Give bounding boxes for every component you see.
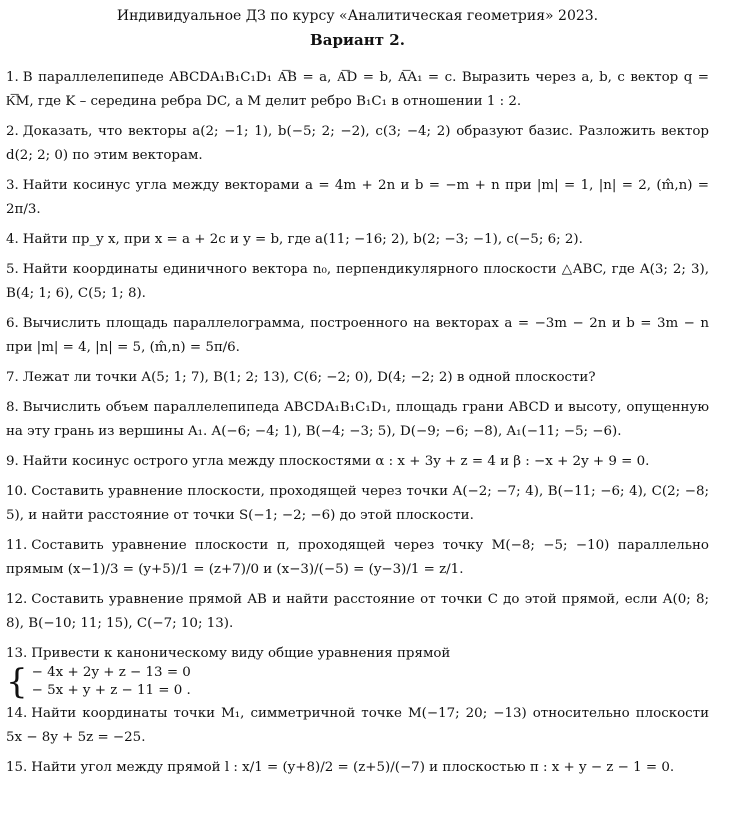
problem-text: Составить уравнение плоскости π, проходящей через точку M(−8; −5; −10) параллельно прямым (x−1)/3 = (y+5)/1 = (z+7)/0 и (x−3)/(−5) = (y−3)/1 = z/1. <box>6 538 709 577</box>
problem-4 <box>6 228 709 252</box>
problem-text: Составить уравнение прямой AB и найти расстояние от точки C до этой прямой, если A(0; 8; 8), B(−10; 11; 15), C(−7; 10; 13). <box>6 592 709 631</box>
problem-number: 3. <box>6 178 19 193</box>
problem-number: 8. <box>6 400 19 415</box>
system-equation-1: − 4x + 2y + z − 13 = 0 <box>31 665 191 680</box>
problem-1 <box>6 66 709 114</box>
problem-2 <box>6 120 709 168</box>
problem-number: 1. <box>6 70 19 85</box>
problem-number: 5. <box>6 262 19 277</box>
problem-number: 7. <box>6 370 19 385</box>
problem-list <box>6 66 709 780</box>
problem-14 <box>6 702 709 750</box>
problem-text: Вычислить площадь параллелограмма, построенного на векторах a = −3m − 2n и b = 3m − n при |m| = 4, |n| = 5, (m̂,n) = 5π/6. <box>6 316 709 355</box>
problem-number: 10. <box>6 484 28 499</box>
problem-text: Найти косинус острого угла между плоскостями α : x + 3y + z = 4 и β : −x + 2y + 9 = 0. <box>22 454 650 469</box>
problem-text: Привести к каноническому виду общие уравнения прямой <box>31 646 451 661</box>
problem-number: 2. <box>6 124 19 139</box>
problem-12 <box>6 588 709 636</box>
problem-number: 11. <box>6 538 28 553</box>
problem-8 <box>6 396 709 444</box>
problem-13 <box>6 642 709 700</box>
problem-15 <box>6 756 709 780</box>
problem-6 <box>6 312 709 360</box>
problem-number: 12. <box>6 592 28 607</box>
left-brace: { <box>6 662 28 702</box>
problem-number: 15. <box>6 760 28 775</box>
problem-text: Найти координаты единичного вектора n₀, перпендикулярного плоскости △ABC, где A(3; 2; 3), B(4; 1; 6), C(5; 1; 8). <box>6 262 709 301</box>
system-equation-2: − 5x + y + z − 11 = 0 . <box>31 683 191 698</box>
equation-system <box>6 664 709 700</box>
problem-9 <box>6 450 709 474</box>
problem-text: Доказать, что векторы a(2; −1; 1), b(−5; 2; −2), c(3; −4; 2) образуют базис. Разложить вектор d(2; 2; 0) по этим векторам. <box>6 124 709 163</box>
problem-number: 14. <box>6 706 28 721</box>
problem-text: Составить уравнение плоскости, проходящей через точки A(−2; −7; 4), B(−11; −6; 4), C(2; −8; 5), и найти расстояние от точки S(−1; −2; −6) до этой плоскости. <box>6 484 709 523</box>
course-header: Индивидуальное ДЗ по курсу «Аналитическая геометрия» 2023. <box>116 8 599 24</box>
problem-10 <box>6 480 709 528</box>
problem-text: Лежат ли точки A(5; 1; 7), B(1; 2; 13), C(6; −2; 0), D(4; −2; 2) в одной плоскости? <box>22 370 596 385</box>
problem-7 <box>6 366 709 390</box>
problem-number: 4. <box>6 232 19 247</box>
problem-text: Найти пр_y x, при x = a + 2c и y = b, где a(11; −16; 2), b(2; −3; −1), c(−5; 6; 2). <box>22 232 583 247</box>
variant-title: Вариант 2. <box>310 31 405 49</box>
problem-text: Найти угол между прямой l : x/1 = (y+8)/2 = (z+5)/(−7) и плоскостью π : x + y − z − 1 = 0. <box>31 760 675 775</box>
problem-text: В параллелепипеде ABCDA₁B₁C₁D₁ A͞B = a, A͞D = b, A͞A₁ = c. Выразить через a, b, c вектор q = K͞M, где K – середина ребра DC, а M делит ребро B₁C₁ в отношении 1 : 2. <box>6 70 709 109</box>
problem-number: 6. <box>6 316 19 331</box>
problem-text: Вычислить объем параллелепипеда ABCDA₁B₁C₁D₁, площадь грани ABCD и высоту, опущенную на эту грань из вершины A₁. A(−6; −4; 1), B(−4; −3; 5), D(−9; −6; −8), A₁(−11; −5; −6). <box>6 400 709 439</box>
problem-text: Найти косинус угла между векторами a = 4m + 2n и b = −m + n при |m| = 1, |n| = 2, (m̂,n) = 2π/3. <box>6 178 709 217</box>
problem-11 <box>6 534 709 582</box>
problem-number: 13. <box>6 646 28 661</box>
problem-5 <box>6 258 709 306</box>
problem-number: 9. <box>6 454 19 469</box>
problem-3 <box>6 174 709 222</box>
problem-text: Найти координаты точки M₁, симметричной точке M(−17; 20; −13) относительно плоскости 5x − 8y + 5z = −25. <box>6 706 709 745</box>
